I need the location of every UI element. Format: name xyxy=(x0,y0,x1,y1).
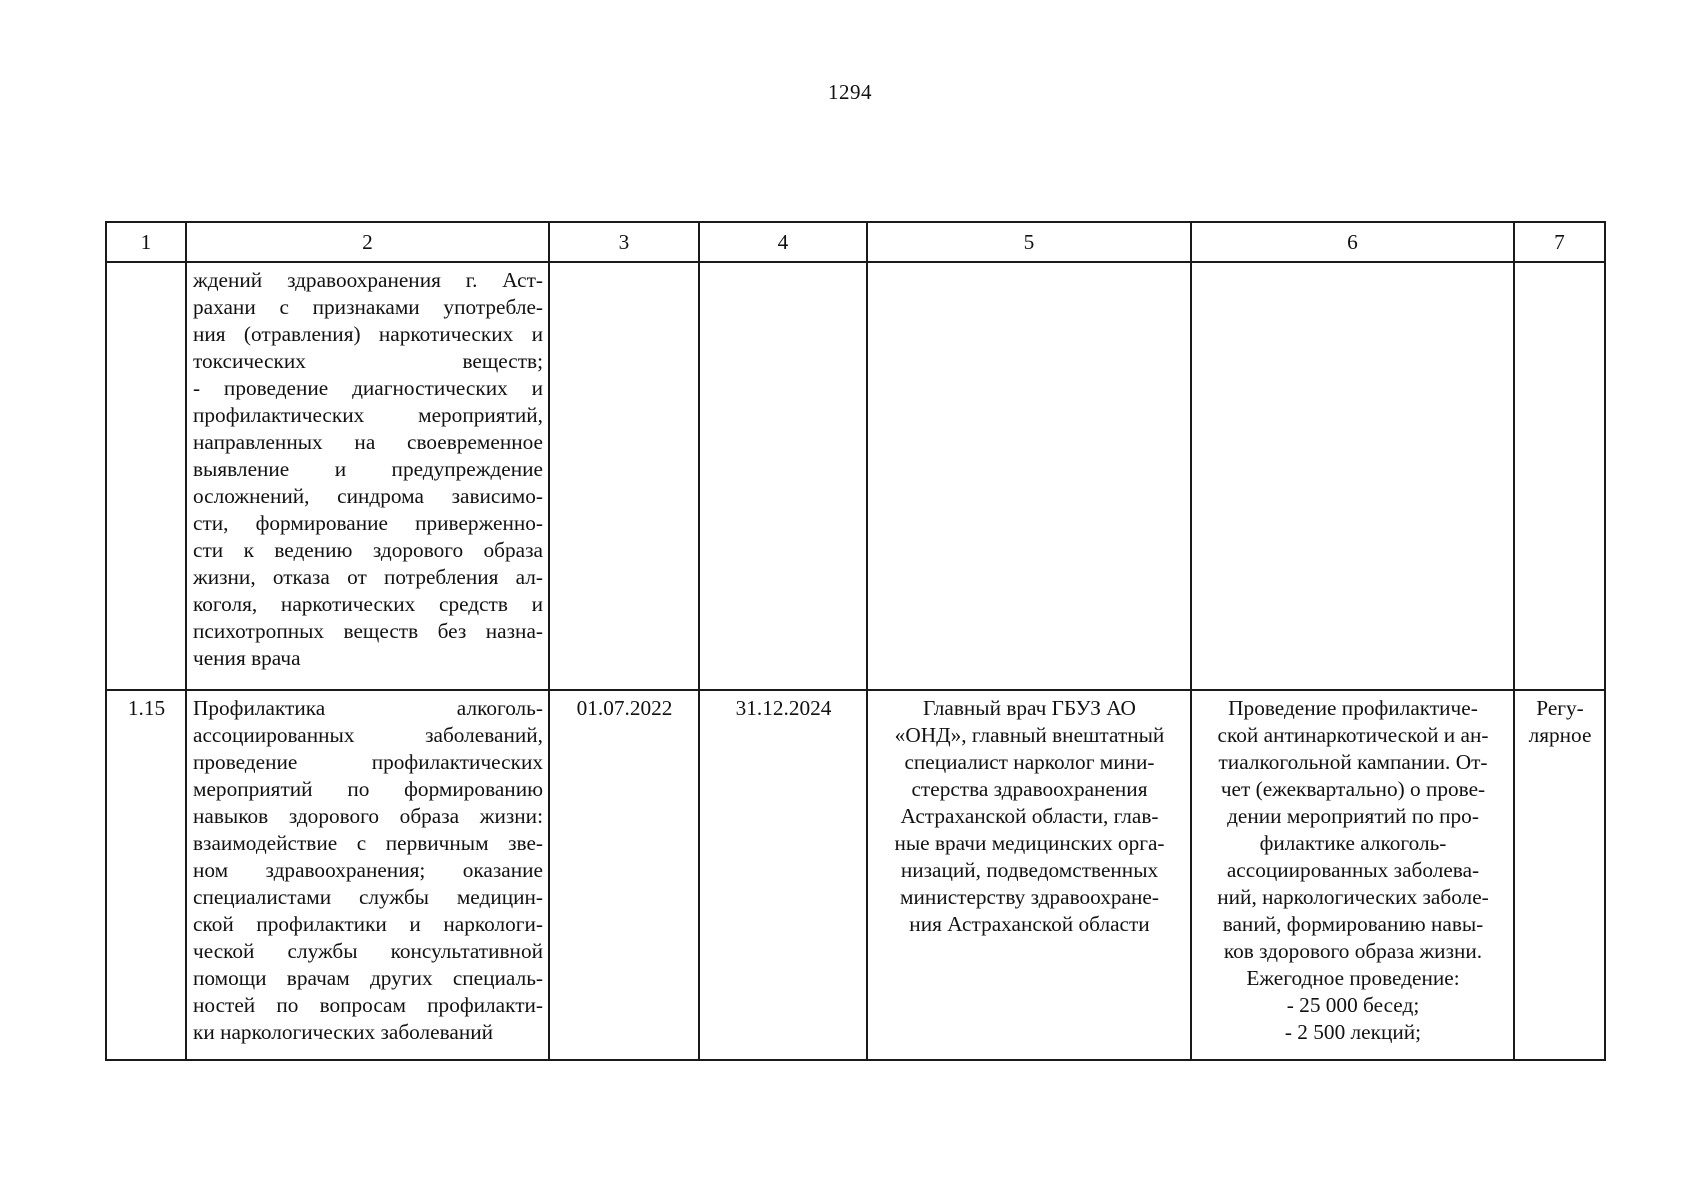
text-line: мероприятий по формированию xyxy=(193,777,543,801)
activity-lines xyxy=(193,695,543,1046)
column-header-6: 6 xyxy=(1191,222,1514,262)
text-line: ные врачи медицинских орга- xyxy=(894,831,1165,855)
column-header-2: 2 xyxy=(186,222,549,262)
text-line: взаимодействие с первичным зве- xyxy=(193,831,543,855)
text-line: низаций, подведомственных xyxy=(900,858,1159,882)
table-row xyxy=(106,690,1605,1060)
text-line: ний, наркологических заболе- xyxy=(1217,885,1489,909)
text-line: «ОНД», главный внештатный xyxy=(894,723,1165,747)
frequency-lines xyxy=(1521,695,1599,749)
text-line: ческой службы консультативной xyxy=(193,939,543,963)
text-line: жизни, отказа от потребления ал- xyxy=(193,565,543,589)
text-line: коголя, наркотических средств и xyxy=(193,592,543,616)
text-line: специалистами службы медицин- xyxy=(193,885,543,909)
text-line: филактике алкоголь- xyxy=(1259,831,1447,855)
text-line: ассоциированных заболева- xyxy=(1226,858,1480,882)
text-line: сти, формирование приверженно- xyxy=(193,511,543,535)
column-header-1: 1 xyxy=(106,222,186,262)
text-line: рахани с признаками употребле- xyxy=(193,295,543,319)
text-line: ном здравоохранения; оказание xyxy=(193,858,543,882)
text-line: осложнений, синдрома зависимо- xyxy=(193,484,543,508)
responsible-cell xyxy=(867,690,1191,1060)
page-number: 1294 xyxy=(828,80,872,104)
text-line: ской антинаркотической и ан- xyxy=(1217,723,1489,747)
activity-lines xyxy=(193,267,543,672)
text-line: ждений здравоохранения г. Аст- xyxy=(193,268,543,292)
text-line: сти к ведению здорового образа xyxy=(193,538,543,562)
text-line: Регу- xyxy=(1536,696,1584,720)
plan-table xyxy=(105,221,1606,1061)
text-line: Профилактика алкоголь- xyxy=(193,696,543,720)
table-header-row xyxy=(106,222,1605,262)
column-header-7: 7 xyxy=(1514,222,1605,262)
text-line: - 2 500 лекций; xyxy=(1284,1020,1422,1044)
text-line: навыков здорового образа жизни: xyxy=(193,804,543,828)
end-date: 31.12.2024 xyxy=(735,696,832,720)
text-line: Астраханской области, глав- xyxy=(900,804,1159,828)
responsible-cell xyxy=(867,262,1191,690)
column-header-5: 5 xyxy=(867,222,1191,262)
column-header-3: 3 xyxy=(549,222,699,262)
text-line: министерству здравоохране- xyxy=(900,885,1159,909)
responsible-lines xyxy=(874,695,1185,938)
activity-description-cell xyxy=(186,690,549,1060)
text-line: лярное xyxy=(1528,723,1592,747)
end-date-cell xyxy=(699,690,867,1060)
result-lines xyxy=(1198,695,1508,1046)
start-date-cell xyxy=(549,262,699,690)
text-line: ки наркологических заболеваний xyxy=(193,1020,494,1044)
frequency-cell xyxy=(1514,690,1605,1060)
table-row xyxy=(106,262,1605,690)
text-line: ской профилактики и наркологи- xyxy=(193,912,543,936)
text-line: помощи врачам других специаль- xyxy=(193,966,543,990)
text-line: Проведение профилактиче- xyxy=(1228,696,1478,720)
result-cell xyxy=(1191,262,1514,690)
text-line: ния (отравления) наркотических и xyxy=(193,322,543,346)
row-number: 1.15 xyxy=(127,696,166,720)
text-line: чения врача xyxy=(193,646,301,670)
row-number-cell xyxy=(106,690,186,1060)
result-cell xyxy=(1191,690,1514,1060)
text-line: Ежегодное проведение: xyxy=(1246,966,1460,990)
text-line: психотропных веществ без назна- xyxy=(193,619,543,643)
text-line: дении мероприятий по про- xyxy=(1227,804,1479,828)
text-line: ассоциированных заболеваний, xyxy=(193,723,543,747)
start-date: 01.07.2022 xyxy=(576,696,673,720)
text-line: ваний, формированию навы- xyxy=(1222,912,1484,936)
activity-description-cell xyxy=(186,262,549,690)
text-line: ков здорового образа жизни. xyxy=(1223,939,1483,963)
text-line: Главный врач ГБУЗ АО xyxy=(923,696,1136,720)
text-line: - 25 000 бесед; xyxy=(1286,993,1420,1017)
text-line: специалист нарколог мини- xyxy=(904,750,1155,774)
text-line: направленных на своевременное xyxy=(193,430,543,454)
frequency-cell xyxy=(1514,262,1605,690)
row-number-cell xyxy=(106,262,186,690)
text-line: ностей по вопросам профилакти- xyxy=(193,993,543,1017)
text-line: выявление и предупреждение xyxy=(193,457,543,481)
text-line: ния Астраханской области xyxy=(909,912,1150,936)
text-line: чет (ежеквартально) о прове- xyxy=(1220,777,1486,801)
text-line: профилактических мероприятий, xyxy=(193,403,543,427)
text-line: токсических веществ; xyxy=(193,349,543,373)
text-line: тиалкогольной кампании. От- xyxy=(1218,750,1488,774)
text-line: - проведение диагностических и xyxy=(193,376,543,400)
start-date-cell xyxy=(549,690,699,1060)
text-line: проведение профилактических xyxy=(193,750,543,774)
column-header-4: 4 xyxy=(699,222,867,262)
end-date-cell xyxy=(699,262,867,690)
text-line: стерства здравоохранения xyxy=(911,777,1148,801)
